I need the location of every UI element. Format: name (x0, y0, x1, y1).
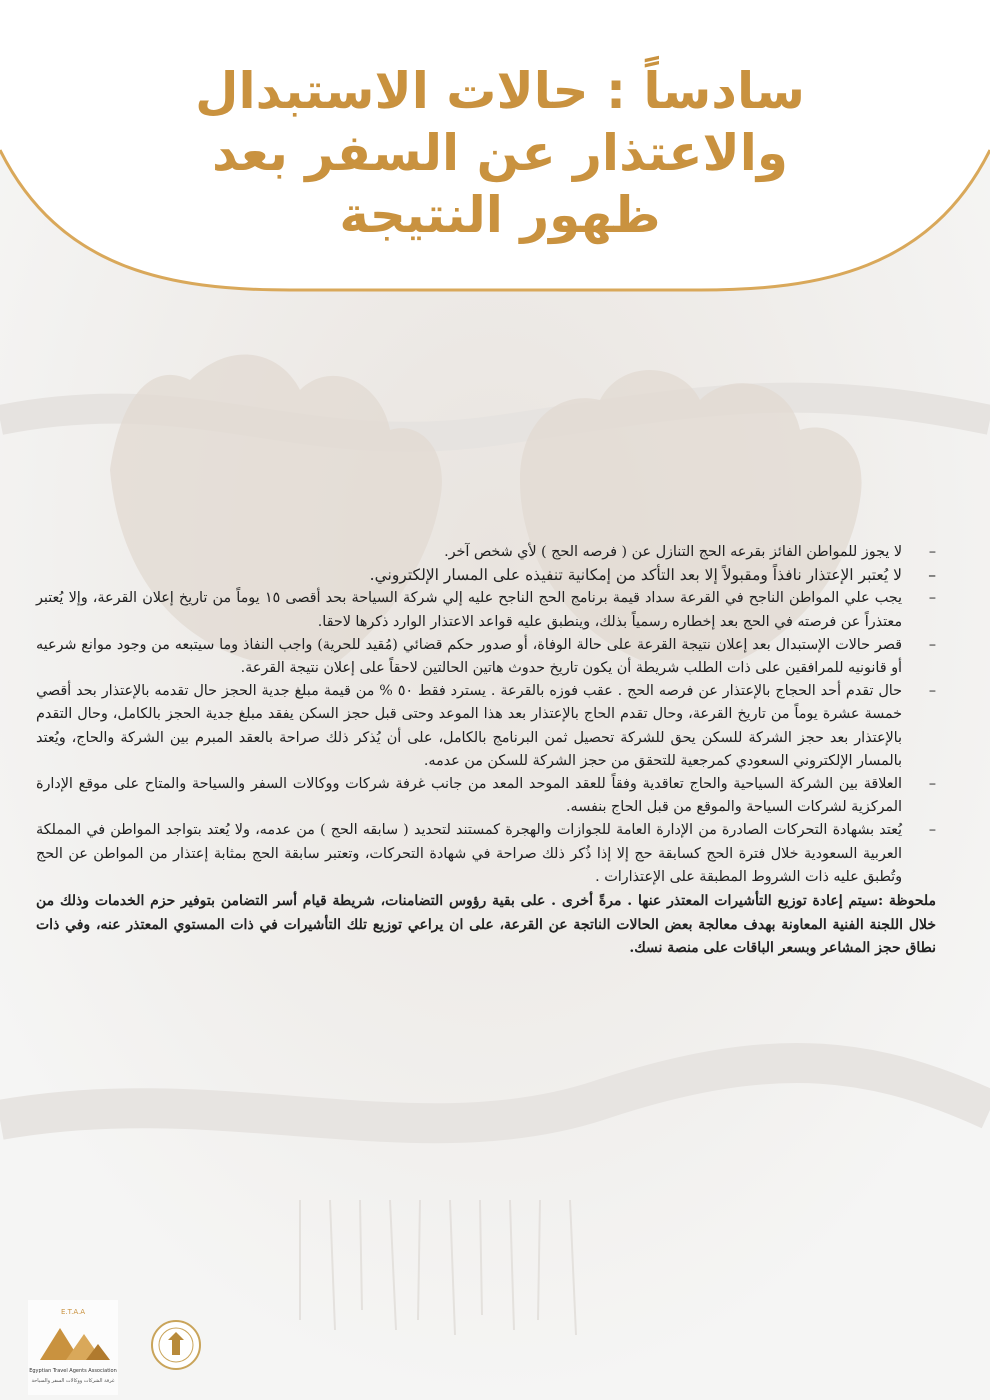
bullet-dash: – (928, 590, 936, 607)
bullet-dash: – (928, 544, 936, 560)
note-paragraph: ملحوظة :سيتم إعادة توزيع التأشيرات المعتذر عنها . مرةً أخرى . على بقية رؤوس التضامنات، شريطة قيام أسر التضامن بتوفير حزم الخدمات وذلك من خلال اللجنة الفنية المعاونة بهدف معالجة بعض الحالات الناتجة عن القرعة، على ان يراعي توزيع تلك التأشيرات في ذات المستوي المعتذر عنه، وفي ذات نطاق حجز المشاعر وبسعر الباقات على منصة نسك. (36, 893, 936, 957)
list-item-text: لا يُعتبر الإعتذار نافذاً ومقبولاً إلا بعد التأكد من إمكانية تنفيذه على المسار الإلكتروني. (369, 566, 902, 585)
etaa-english-name: Egyptian Travel Agents Association (29, 1368, 117, 1374)
list-item-text: قصر حالات الإستبدال بعد إعلان نتيجة القرعة على حالة الوفاة، أو صدور حكم قضائي (مُقيد للحرية) واجب النفاذ وما سيتبعه من وجود موانع شرعيه أو قانونيه للمرافقين على ذات الطلب شريطة أن يكون تاريخ حدوث هاتين الحالتين لاحقاً على إعلان نتيجة القرعة. (36, 636, 902, 677)
list-item (36, 587, 936, 633)
etaa-logo (28, 1300, 118, 1395)
title-line-1: سادساً : حالات الاستبدال (195, 62, 805, 120)
title-line-2: والاعتذار عن السفر بعد (212, 124, 788, 182)
bullet-dash: – (928, 566, 936, 585)
list-item-text: حال تقدم أحد الحجاج بالإعتذار عن فرصه الحج . عقب فوزه بالقرعة . يسترد فقط ٥٠ % من قيمة مبلغ جدية الحجز حال تقدمه بالإعتذار بحد أقصي خمسة عشرة يوماً من تاريخ القرعة، وحال تقدم الحاج بالإعتذار بعد هذا الموعد وحتى قبل حجز السكن يفقد مبلغ جدية الحجز بالكامل، وحال التقدم بالإعتذار بعد حجز الشركة للسكن يحق للشركة تحصيل ثمن البرنامج بالكامل، على أن يُذكر ذلك صراحة بالعقد المبرم بين الشركة والحاج، ويُعتد بالمسار الإلكتروني السعودي كمرجعية للتحقق من حجز الشركة للسكن من عدمه. (36, 683, 903, 769)
list-item (36, 819, 936, 889)
etaa-abbr: E.T.A.A (61, 1308, 85, 1316)
page-title (120, 60, 880, 246)
bullet-dash: – (928, 776, 936, 793)
list-item (36, 564, 936, 587)
body-content (36, 541, 936, 975)
bullet-dash: – (928, 683, 936, 700)
list-item (36, 541, 936, 564)
list-item (36, 634, 936, 680)
list-item (36, 773, 936, 819)
egypt-ministry-seal-icon (152, 1321, 200, 1369)
list-item-text: لا يجوز للمواطن الفائز بقرعه الحج التنازل عن ( فرصه الحج ) لأي شخص آخر. (444, 544, 902, 560)
list-item-text: العلاقة بين الشركة السياحية والحاج تعاقدية وفقاً للعقد الموحد المعد من جانب غرفة شركات ووكالات السفر والسياحة والمتاح على موقع الإدارة المركزية لشركات السياحة والموقع من قبل الحاج بنفسه. (36, 776, 902, 816)
bullet-dash: – (928, 822, 936, 839)
etaa-arabic-name: غرفة الشركات ووكالات السفر والسياحة (31, 1378, 115, 1384)
list-item-text: يُعتد بشهادة التحركات الصادرة من الإدارة العامة للجوازات والهجرة كمستند لتحديد ( سابقه الحج ) من عدمه، ولا يُعتد بتواجد المواطن في المملكة العربية السعودية خلال فترة الحج كسابقة حج إلا إذا ذُكر ذلك صراحة في شهادة التحركات، وتعتبر سابقة الحج بمثابة إعتذار من المواطن عن الحج وتُطبق عليه ذات الشروط المطبقة على الإعتذارات . (36, 822, 902, 885)
list-item (36, 680, 936, 773)
list-item-text: يجب علي المواطن الناجح في القرعة سداد قيمة برنامج الحج الناجح عليه إلي شركة السياحة بحد أقصى ١٥ يوماً من تاريخ إعلان القرعة، وإلا يُعتبر معتذراً عن فرصته في الحج بعد إخطاره رسمياً بذلك، وينطبق عليه قواعد الاعتذار الوارد ذكرها لاحقا. (36, 590, 902, 630)
title-line-3: ظهور النتيجة (339, 186, 661, 244)
footer-logos (28, 1300, 218, 1395)
bullet-dash: – (928, 636, 936, 653)
